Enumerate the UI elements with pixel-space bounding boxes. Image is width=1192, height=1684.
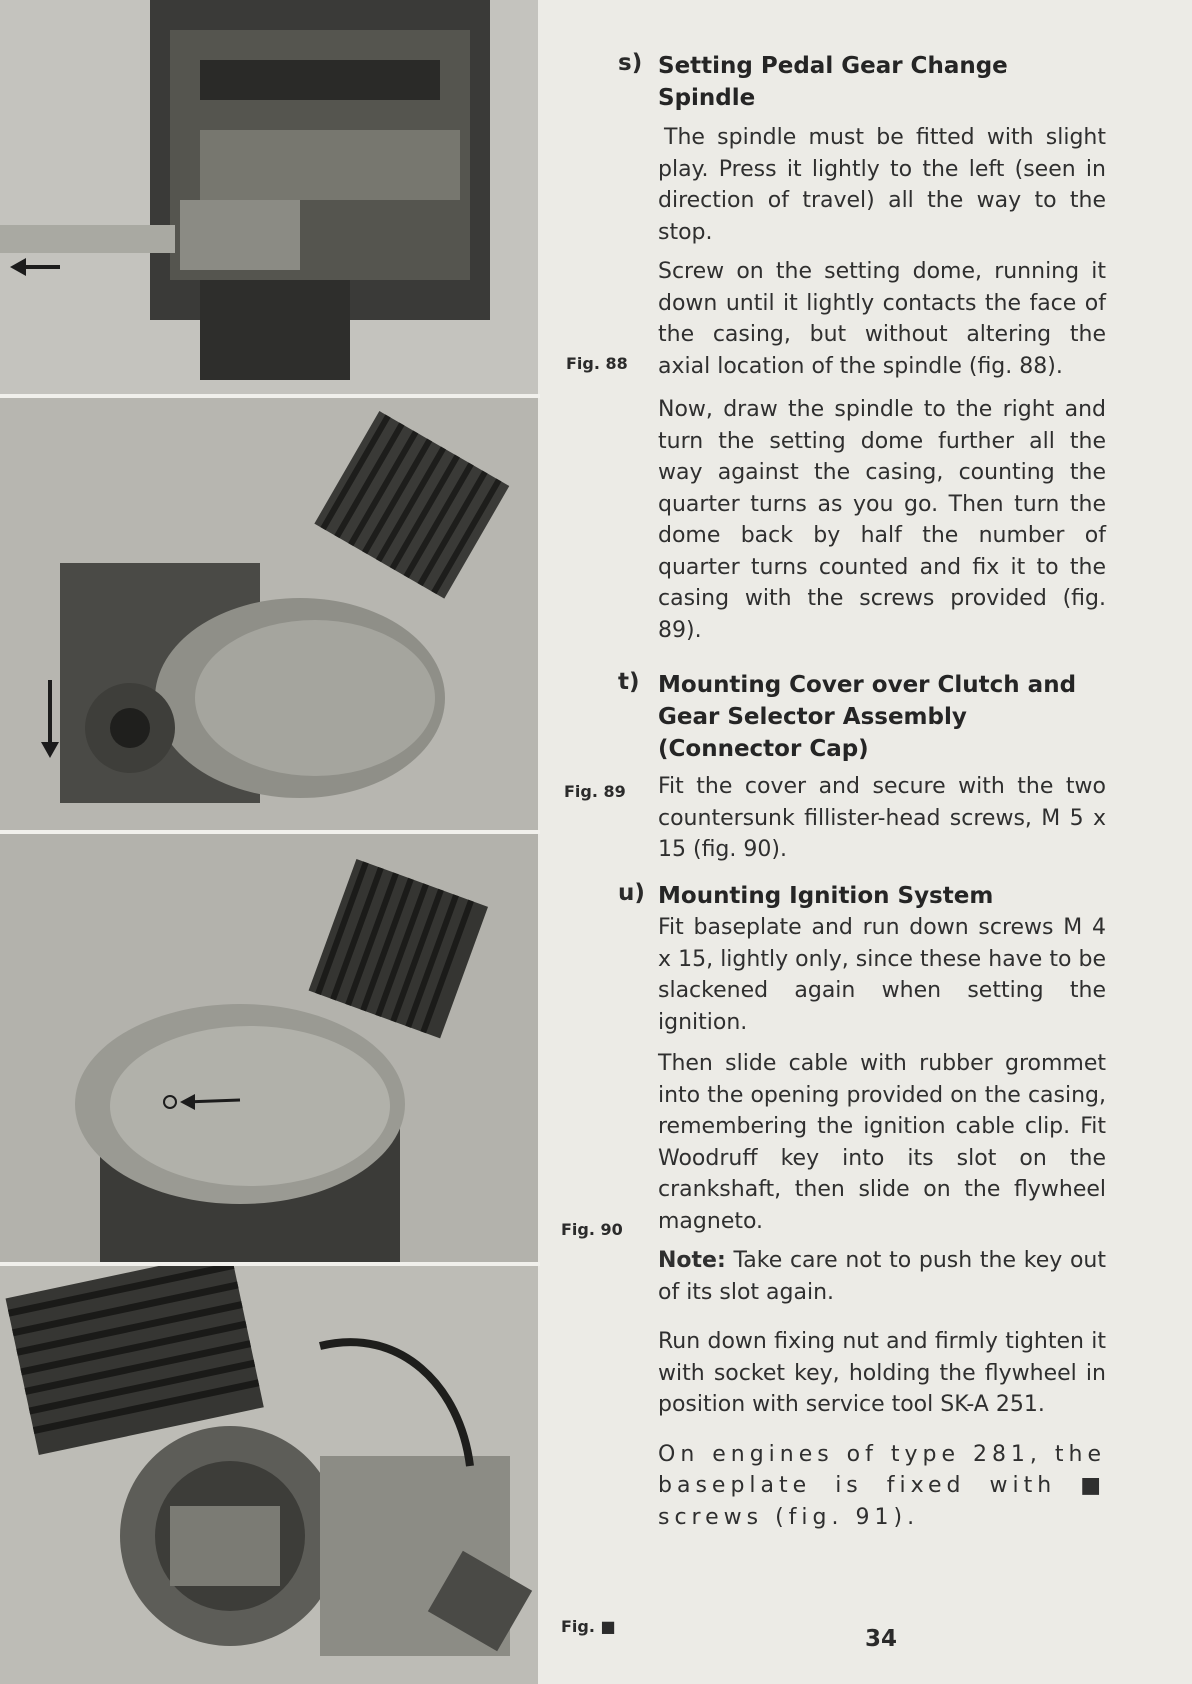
paragraph: Fit baseplate and run down screws M 4 x 15, lightly only, since these have to be slackened again when setting the ignition. xyxy=(658,915,1106,1035)
photo-fig-89 xyxy=(0,398,538,830)
paragraph: On engines of type 281, the baseplate is fixed with ■ screws (fig. 91). xyxy=(658,1441,1106,1530)
photo-fig-88 xyxy=(0,0,538,394)
photo-fig-91 xyxy=(0,1266,538,1684)
section-title: Setting Pedal Gear Change Spindle xyxy=(658,53,1008,111)
note-paragraph xyxy=(658,1245,1106,1308)
paragraph: Screw on the setting dome, running it down until it lightly contacts the face of the casing, but without altering the axial location of the spindle (fig. 88). xyxy=(658,259,1106,379)
engine-setting-dome-image xyxy=(0,398,538,830)
engine-ignition-baseplate-image xyxy=(0,1266,538,1684)
engine-connector-cap-image xyxy=(0,834,538,1262)
paragraph: Now, draw the spindle to the right and turn the setting dome further all the way against the casing, counting the quarter turns as you go. Then turn the dome back by half the number of quarter turns counted and fix it to the casing with the screws provided (fig. 89). xyxy=(658,397,1106,643)
note-label: Note: xyxy=(658,1248,726,1273)
paragraph: The spindle must be fitted with slight play. Press it lightly to the left (seen in direction of travel) all the way to the stop. xyxy=(658,125,1106,245)
figure-label-91: Fig. ■ xyxy=(561,1617,616,1636)
paragraph: Run down fixing nut and firmly tighten it with socket key, holding the flywheel in position with service tool SK-A 251. xyxy=(658,1329,1106,1417)
engine-spindle-image xyxy=(0,0,538,394)
section-title: Mounting Cover over Clutch and Gear Selector Assembly (Connector Cap) xyxy=(658,672,1077,762)
photo-column xyxy=(0,0,540,1684)
section-title: Mounting Ignition System xyxy=(658,883,994,909)
figure-label-88: Fig. 88 xyxy=(566,354,628,373)
section-s xyxy=(618,50,1106,646)
section-t xyxy=(618,669,1106,866)
section-heading xyxy=(618,50,1106,114)
section-letter: s) xyxy=(618,50,643,76)
section-heading xyxy=(618,880,1106,912)
section-u xyxy=(618,880,1106,1533)
section-heading xyxy=(618,669,1106,765)
figure-label-90: Fig. 90 xyxy=(561,1220,623,1239)
figure-label-89: Fig. 89 xyxy=(564,782,626,801)
paragraph: Fit the cover and secure with the two countersunk fillister-head screws, M 5 x 15 (fig. 90). xyxy=(658,774,1106,862)
note-text: Take care not to push the key out of its slot again. xyxy=(658,1248,1106,1305)
page-number: 34 xyxy=(865,1626,898,1652)
photo-fig-90 xyxy=(0,834,538,1262)
section-letter: t) xyxy=(618,669,640,695)
paragraph: Then slide cable with rubber grommet into the opening provided on the casing, remembering the ignition cable clip. Fit Woodruff key into its slot on the crankshaft, then slide on the flywheel magneto. xyxy=(658,1051,1106,1234)
section-letter: u) xyxy=(618,880,645,906)
